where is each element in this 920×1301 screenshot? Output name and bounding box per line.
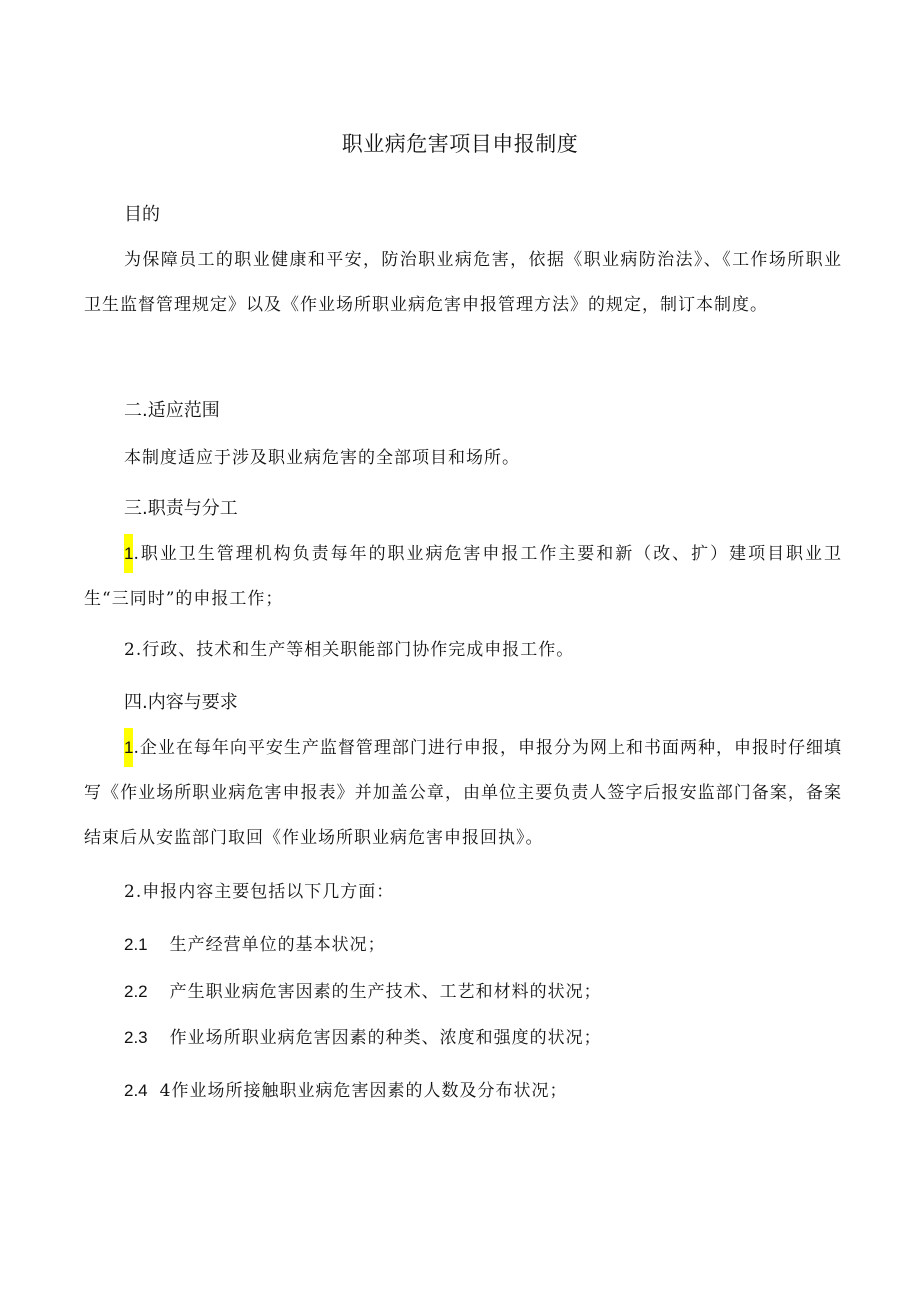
content-item-1 (84, 725, 842, 861)
subitem-2-1 (124, 930, 386, 955)
purpose-paragraph: 为保障员工的职业健康和平安，防治职业病危害，依据《职业病防治法》、《工作场所职业卫生监督管理规定》以及《作业场所职业病危害申报管理方法》的规定，制订本制度。 (84, 250, 842, 315)
subitem-2-2 (124, 977, 602, 1002)
section-heading-content: 四.内容与要求 (124, 692, 238, 713)
document-title: 职业病危害项目申报制度 (341, 132, 579, 156)
highlighted-number: 1 (124, 728, 133, 767)
content-item-2: 2.申报内容主要包括以下几方面： (124, 882, 395, 902)
subitem-number: 2.2 (124, 982, 148, 1001)
section-heading-responsibilities: 三.职责与分工 (124, 498, 238, 519)
subitem-number: 2.1 (124, 935, 148, 954)
subitem-number: 2.4 (124, 1081, 148, 1100)
responsibility-item-1 (84, 531, 842, 622)
content-item-1-text: .企业在每年向平安生产监督管理部门进行申报，申报分为网上和书面两种，申报时仔细填写《作业场所职业病危害申报表》并加盖公章，由单位主要负责人签字后报安监部门备案，备案结束后从安监部门取回《作业场所职业病危害申报回执》。 (84, 738, 842, 848)
highlighted-number: 1 (124, 534, 133, 573)
subitem-text: 生产经营单位的基本状况； (169, 935, 386, 955)
subitem-text: 4作业场所接触职业病危害因素的人数及分布状况； (159, 1081, 568, 1101)
subitem-text: 产生职业病危害因素的生产技术、工艺和材料的状况； (169, 982, 602, 1002)
subitem-2-3 (124, 1023, 602, 1048)
scope-paragraph: 本制度适应于涉及职业病危害的全部项目和场所。 (124, 448, 520, 468)
responsibility-item-2: 2.行政、技术和生产等相关职能部门协作完成申报工作。 (124, 640, 575, 660)
responsibility-item-1-text: .职业卫生管理机构负责每年的职业病危害申报工作主要和新（改、扩）建项目职业卫生“三同时”的申报工作； (84, 544, 842, 609)
section-heading-scope: 二.适应范围 (124, 400, 220, 421)
section-heading-purpose: 目的 (124, 204, 160, 225)
subitem-text: 作业场所职业病危害因素的种类、浓度和强度的状况； (169, 1028, 602, 1048)
subitem-2-4 (124, 1076, 567, 1101)
subitem-number: 2.3 (124, 1028, 148, 1047)
